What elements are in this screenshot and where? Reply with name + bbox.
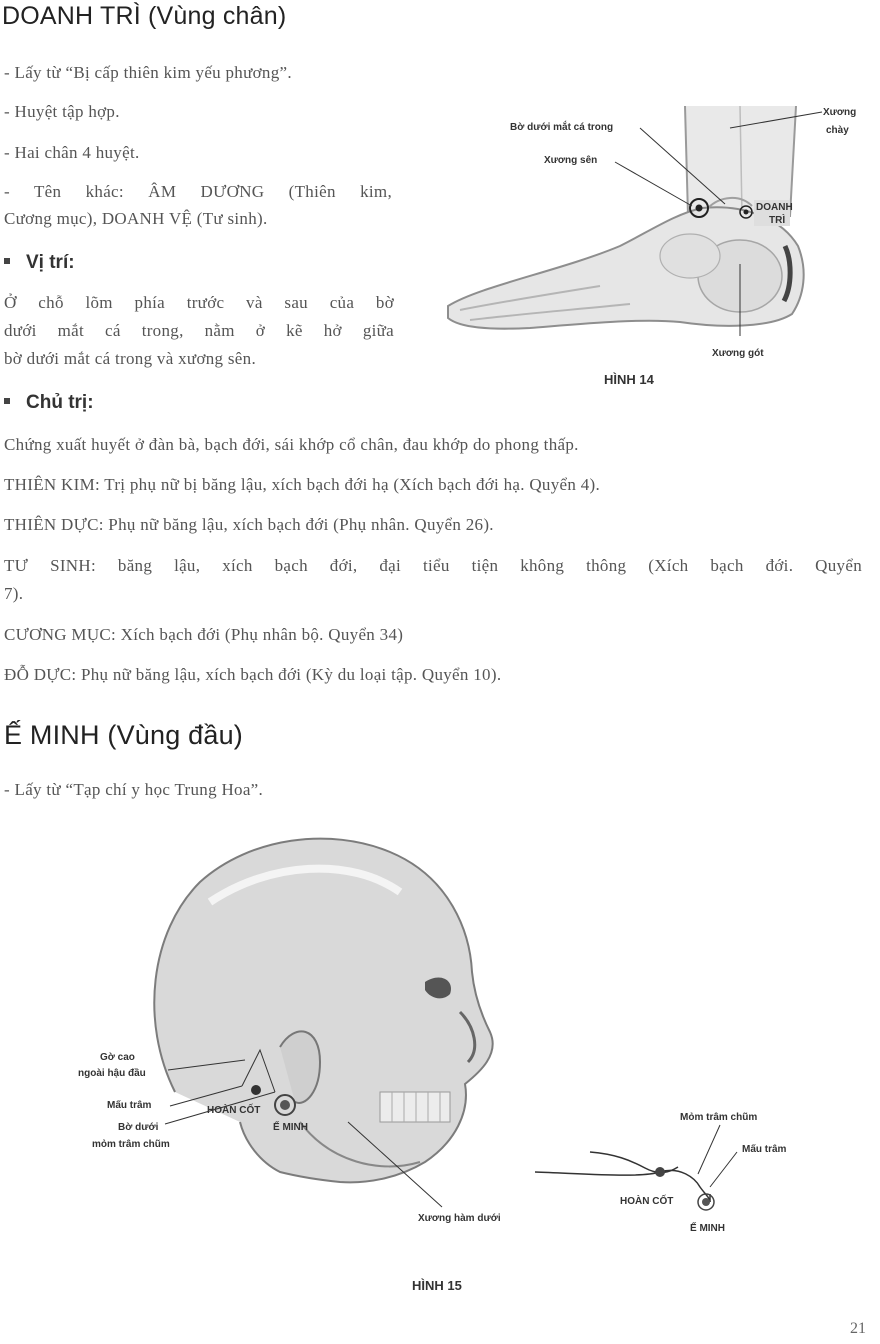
- label-lower-edge: mỏm trâm chũm: [92, 1139, 170, 1150]
- label-right-e-minh: Ế MINH: [690, 1223, 725, 1234]
- indication-heading: Chủ trị:: [4, 392, 94, 414]
- section-title-doanh-tri: DOANH TRÌ (Vùng chân): [2, 2, 287, 30]
- label-doanh-tri: DOANH: [756, 202, 793, 213]
- label-right-hoan-cot: HOÀN CỐT: [620, 1196, 674, 1207]
- indication-line: ĐỖ DỰC: Phụ nữ băng lậu, xích bạch đới (Kỳ du loại tập. Quyển 10).: [4, 665, 502, 684]
- intro-line: Cương mục), DOANH VỆ (Tư sinh).: [4, 209, 268, 228]
- figure-14-foot-illustration: [440, 96, 880, 366]
- label-right-mastoid: Mỏm trâm chũm: [680, 1112, 758, 1123]
- location-heading: Vị trí:: [4, 252, 75, 274]
- label-right-styloid: Mấu trâm: [742, 1144, 787, 1155]
- intro-line: - Tên khác: ÂM DƯƠNG (Thiên kim,: [4, 182, 392, 201]
- indication-line: THIÊN KIM: Trị phụ nữ bị băng lậu, xích bạch đới hạ (Xích bạch đới hạ. Quyển 4).: [4, 475, 601, 494]
- bullet-icon: [4, 398, 10, 404]
- label-protuberance: ngoài hậu đầu: [78, 1068, 146, 1079]
- figure-14-caption: HÌNH 14: [604, 372, 654, 387]
- label-talus: Xương sên: [544, 155, 598, 166]
- label-e-minh: Ế MINH: [273, 1122, 308, 1133]
- figure-15-caption: HÌNH 15: [412, 1278, 462, 1293]
- intro-line: - Lấy từ “Bị cấp thiên kim yếu phương”.: [4, 63, 292, 82]
- indication-line: 7).: [4, 584, 24, 603]
- label-tibia: chày: [826, 125, 849, 136]
- label-mastoid: Mấu trâm: [107, 1100, 152, 1111]
- indication-line: TƯ SINH: băng lậu, xích bạch đới, đại tiểu tiện không thông (Xích bạch đới. Quyển: [4, 556, 862, 575]
- intro-line: - Huyệt tập hợp.: [4, 102, 120, 121]
- indication-line: THIÊN DỰC: Phụ nữ băng lậu, xích bạch đới (Phụ nhân. Quyển 26).: [4, 515, 494, 534]
- location-line: Ở chỗ lõm phía trước và sau của bờ: [4, 293, 394, 312]
- label-mandible: Xương hàm dưới: [418, 1213, 501, 1224]
- label-hoan-cot: HOÀN CỐT: [207, 1105, 261, 1116]
- label-protuberance: Gờ cao: [100, 1052, 135, 1063]
- label-tibia: Xương: [823, 107, 857, 118]
- label-malleolus: Bờ dưới mắt cá trong: [510, 122, 614, 133]
- figure-15-head-illustration: [70, 822, 830, 1242]
- indication-line: CƯƠNG MỤC: Xích bạch đới (Phụ nhân bộ. Quyển 34): [4, 625, 404, 644]
- indication-line: Chứng xuất huyết ở đàn bà, bạch đới, sái khớp cổ chân, đau khớp do phong thấp.: [4, 435, 579, 454]
- section-title-e-minh: Ế MINH (Vùng đầu): [4, 720, 243, 750]
- intro-line: - Lấy từ “Tạp chí y học Trung Hoa”.: [4, 780, 264, 799]
- bullet-icon: [4, 258, 10, 264]
- label-lower-edge: Bờ dưới: [118, 1122, 159, 1133]
- page-number: 21: [850, 1320, 866, 1337]
- label-calcaneus: Xương gót: [712, 348, 764, 359]
- location-line: dưới mắt cá trong, nằm ở kẽ hở giữa: [4, 321, 394, 340]
- location-line: bờ dưới mắt cá trong và xương sên.: [4, 349, 256, 368]
- label-doanh-tri: TRÌ: [769, 215, 786, 226]
- intro-line: - Hai chân 4 huyệt.: [4, 143, 140, 162]
